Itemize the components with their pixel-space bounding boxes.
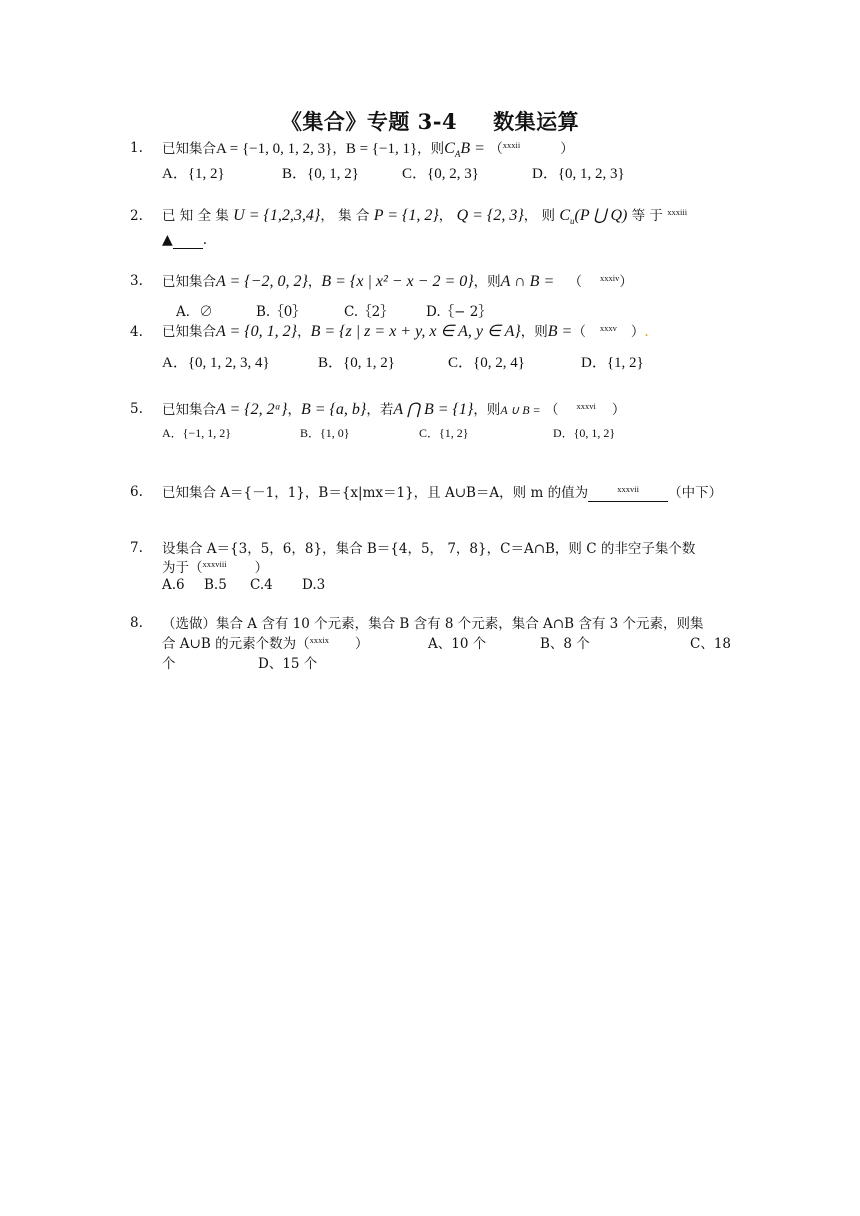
q1-set-b: B = {−1, 1}: [345, 141, 418, 157]
q5-expression: A ∪ B =: [500, 403, 541, 417]
q8-option-b: B、8 个: [540, 636, 590, 652]
q1-set-a: A = {−1, 0, 1, 2, 3}: [216, 141, 333, 157]
q7-footnote: xxxviii: [202, 559, 227, 569]
q5-set-b: B = {a, b}: [300, 401, 367, 418]
q7-stem-line2: 为于（$^{xxxviii}$ ）: [162, 559, 269, 576]
q4-set-b: B = {z | z = x + y, x ∈ A, y ∈ A}: [310, 323, 521, 340]
q2-set-p: P = {1, 2}: [373, 207, 439, 224]
q8-option-a: A、10 个: [428, 636, 487, 652]
q1-complement: $C_AB$ =: [444, 140, 485, 160]
q4-stem: 已知集合A = {0, 1, 2}，B = {z | z = x + y, x ∈ A, y ∈ A}，则B =（ $^{xxxv}$ ）.: [162, 323, 649, 340]
q2-answer-line: ▲ .: [162, 232, 208, 248]
q4-footnote: xxxv: [599, 323, 617, 333]
q1-option-c: C．{0, 2, 3}: [402, 166, 479, 182]
q8-stem-line2: 合 A∪B 的元素个数为（$^{xxxix}$ ）: [162, 635, 369, 652]
q5-condition: A ⋂ B = {1}: [393, 401, 474, 418]
q5-number: 5.: [130, 401, 143, 417]
q2-stem: 已 知 全 集 U = {1,2,3,4}， 集 合 P = {1, 2}， Q = {2, 3}， 则 $C_u(P$ ⋃ Q) 等 于 $^{xxxiii}$: [162, 207, 688, 227]
q1-stem: 已知集合A = {−1, 0, 1, 2, 3}，B = {−1, 1}，则$C_AB = (^{xxxii}$ ）: [162, 140, 574, 160]
q8-option-c: C、18: [690, 636, 732, 652]
q5-option-a: A．{−1, 1, 2}: [162, 426, 231, 440]
q5-set-a: A = {2, 2ᵃ}: [216, 401, 288, 418]
q3-set-b: B = {x | x² − x − 2 = 0}: [321, 273, 474, 290]
q6-footnote: xxxvii: [617, 484, 639, 494]
q3-footnote: xxxiv: [600, 273, 620, 283]
q2-set-q: Q = {2, 3}: [456, 207, 524, 224]
q4-option-a: A．{0, 1, 2, 3, 4}: [162, 355, 270, 371]
q1-option-b: B．{0, 1, 2}: [282, 166, 359, 182]
q3-stem: 已知集合A = {−2, 0, 2}，B = {x | x² − x − 2 = 0}，则A ∩ B = （ $^{xxxiv}$）: [162, 273, 633, 290]
q1-number: 1.: [130, 140, 143, 156]
q2-set-u: U = {1,2,3,4}: [233, 207, 321, 224]
q7-option-c: C.4: [250, 577, 273, 593]
q4-expression: B =: [547, 323, 573, 340]
q8-number: 8.: [130, 615, 143, 631]
q2-number: 2.: [130, 208, 143, 224]
q3-number: 3.: [130, 273, 143, 289]
q4-option-d: D．{1, 2}: [581, 355, 644, 371]
title-sub: 数集运算: [493, 109, 580, 134]
q4-set-a: A = {0, 1, 2}: [216, 323, 298, 340]
q5-footnote: xxxvi: [576, 401, 596, 411]
q7-stem: 设集合 A＝{3，5，6，8}，集合 B＝{4，5， 7，8}，C＝A∩B，则 C 的非空子集个数: [162, 541, 696, 557]
q1-option-d: D．{0, 1, 2, 3}: [532, 166, 625, 182]
q3-option-d: D.｛− 2｝: [426, 304, 492, 320]
q3-option-c: C.｛2｝: [344, 304, 394, 320]
q2-complement: $C_u(P$ ⋃ Q): [559, 207, 628, 227]
title-main: 《集合》专题 3-4: [280, 109, 458, 134]
q8-option-d: D、15 个: [258, 656, 318, 672]
q3-set-a: A = {−2, 0, 2}: [216, 273, 308, 290]
q5-stem: 已知集合A = {2, 2ᵃ}，B = {a, b}，若A ⋂ B = {1}，则A ∪ B = （ $^{xxxvi}$ ）: [162, 401, 626, 418]
q4-option-b: B．{0, 1, 2}: [318, 355, 395, 371]
q2-footnote: xxxiii: [667, 207, 688, 217]
q1-footnote: xxxii: [502, 140, 521, 150]
q3-option-a: A．∅: [176, 304, 213, 320]
q3-option-b: B.｛0｝: [256, 304, 306, 320]
q4-option-c: C．{0, 2, 4}: [448, 355, 525, 371]
page-title: [0, 106, 860, 136]
q7-option-a: A.6: [162, 577, 185, 593]
q7-number: 7.: [130, 540, 143, 556]
q6-number: 6.: [130, 484, 143, 500]
q3-expression: A ∩ B =: [500, 273, 555, 290]
q7-option-d: D.3: [302, 577, 326, 593]
q5-option-c: C．{1, 2}: [419, 426, 469, 440]
q7-option-b: B.5: [204, 577, 227, 593]
q1-option-a: A．{1, 2}: [162, 166, 225, 182]
q8-option-c-cont: 个: [162, 656, 176, 672]
q5-option-b: B．{1, 0}: [300, 426, 350, 440]
q8-stem: （选做）集合 A 含有 10 个元素，集合 B 含有 8 个元素，集合 A∩B 含有 3 个元素，则集: [162, 616, 704, 632]
q4-number: 4.: [130, 324, 143, 340]
q5-option-d: D．{0, 1, 2}: [553, 426, 616, 440]
q8-footnote: xxxix: [309, 635, 329, 645]
q6-stem: 已知集合 A＝{－1，1}，B＝{x|mx＝1}，且 A∪B＝A，则 m 的值为 $^{xxxvii}$ （中下）: [162, 484, 723, 501]
answer-marker-icon: ▲: [162, 232, 173, 248]
